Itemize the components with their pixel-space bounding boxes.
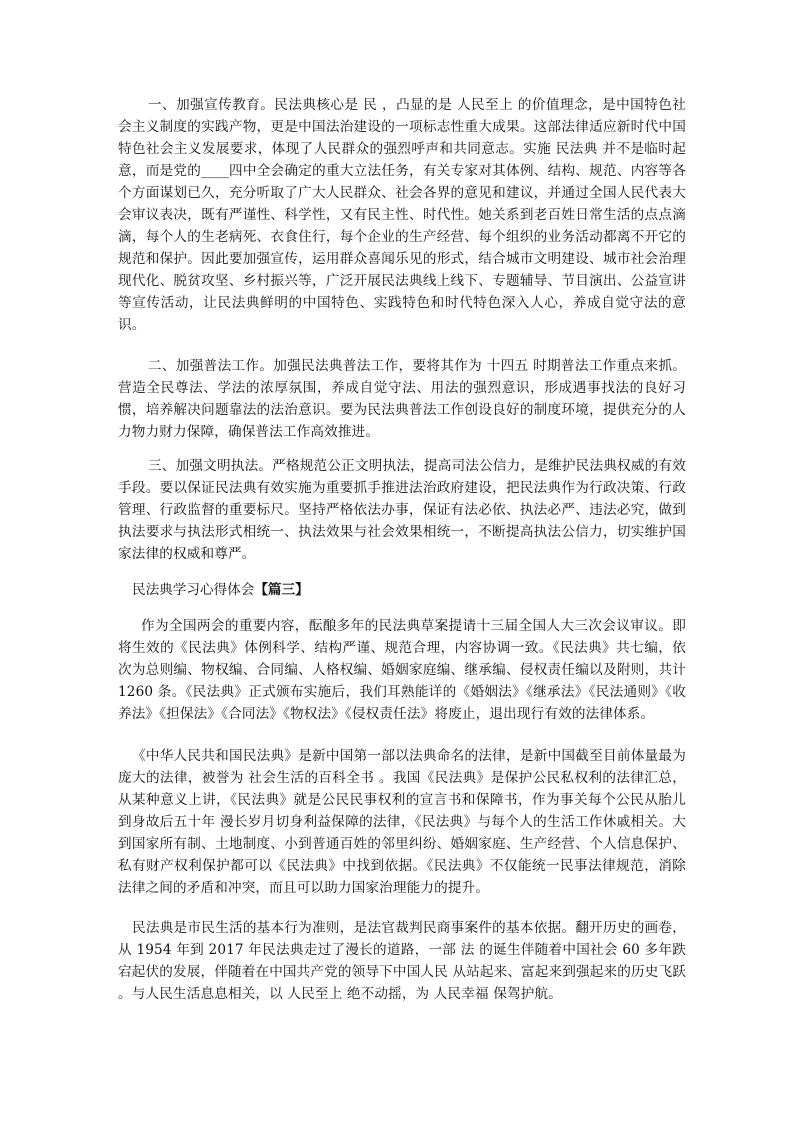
- paragraph-publicity-education: 一、加强宣传教育。民法典核心是 民 ，凸显的是 人民至上 的价值理念，是中国特色社会主义制度的实践产物，更是中国法治建设的一项标志性重大成果。这部法律适应新时代中国特色社会主义发展要求，体现了人民群众的强烈呼声和共同意志。实施 民法典 并不是临时起意，而是党的____四中全会确定的重大立法任务，有关专家对其体例、结构、规范、内容等各个方面谋划已久，充分听取了广大人民群众、社会各界的意见和建议，并通过全国人民代表大会审议表决，既有严谨性、科学性，又有民主性、时代性。她关系到老百姓日常生活的点点滴滴，每个人的生老病死、衣食住行，每个企业的生产经营、每个组织的业务活动都离不开它的规范和保护。因此要加强宣传，运用群众喜闻乐见的形式，结合城市文明建设、城市社会治理现代化、脱贫攻坚、乡村振兴等，广泛开展民法典线上线下、专题辅导、节目演出、公益宣讲等宣传活动，让民法典鲜明的中国特色、实践特色和时代特色深入人心，养成自觉守法的意识。: [118, 97, 686, 333]
- section-heading-text: 民法典学习心得体会: [132, 582, 255, 598]
- section-heading: [118, 579, 686, 601]
- paragraph-civilized-enforcement: 三、加强文明执法。严格规范公正文明执法，提高司法公信力，是维护民法典权威的有效手段。要以保证民法典有效实施为重要抓手推进法治政府建设，把民法典作为行政决策、行政管理、行政监督的重要标尺。坚持严格依法办事，保证有法必依、执法必严、违法必究，做到执法要求与执法形式相统一、执法效果与社会效果相统一，不断提高执法公信力，切实维护国家法律的权威和尊严。: [118, 458, 686, 562]
- document-page: [118, 94, 686, 1005]
- paragraph-legal-popularization: 二、加强普法工作。加强民法典普法工作，要将其作为 十四五 时期普法工作重点来抓。营造全民尊法、学法的浓厚氛围，养成自觉守法、用法的强烈意识，形成遇事找法的良好习惯，培养解决问题靠法的法治意识。要为民法典普法工作创设良好的制度环境，提供充分的人力物力财力保障，确保普法工作高效推进。: [118, 358, 686, 440]
- paragraph-civil-code-overview: 作为全国两会的重要内容，酝酿多年的民法典草案提请十三届全国人大三次会议审议。即将生效的《民法典》体例科学、结构严谨、规范合理，内容协调一致。《民法典》共七编，依次为总则编、物权编、合同编、人格权编、婚姻家庭编、继承编、侵权责任编以及附则，共计 1260 条。《民法典》正式颁布实施后，我们耳熟能详的《婚姻法》《继承法》《民法通则》《收养法》《担保法》《合同法》《物权法》《侵权责任法》将废止，退出现行有效的法律体系。: [118, 618, 686, 722]
- section-heading-part: 【篇三】: [254, 582, 309, 598]
- paragraph-civil-code-history: 民法典是市民生活的基本行为准则，是法官裁判民商事案件的基本依据。翻开历史的画卷，从 1954 年到 2017 年民法典走过了漫长的道路，一部 法 的诞生伴随着中国社会 60 多年跌宕起伏的发展，伴随着在中国共产党的领导下中国人民 从站起来、富起来到强起来的历史飞跃 。与人民生活息息相关，以 人民至上 绝不动摇，为 人民幸福 保驾护航。: [118, 920, 686, 1002]
- paragraph-civil-code-significance: 《中华人民共和国民法典》是新中国第一部以法典命名的法律，是新中国截至目前体量最为庞大的法律，被誉为 社会生活的百科全书 。我国《民法典》是保护公民私权利的法律汇总，从某种意义上讲，《民法典》就是公民民事权利的宣言书和保障书，作为事关每个公民从胎儿到身故后五十年 漫长岁月切身利益保障的法律，《民法典》与每个人的生活工作休戚相关。大到国家所有制、土地制度、小到普通百姓的邻里纠纷、婚姻家庭、生产经营、个人信息保护、私有财产权利保护都可以《民法典》中找到依据。《民法典》不仅能统一民事法律规范，消除法律之间的矛盾和冲突，而且可以助力国家治理能力的提升。: [118, 748, 686, 896]
